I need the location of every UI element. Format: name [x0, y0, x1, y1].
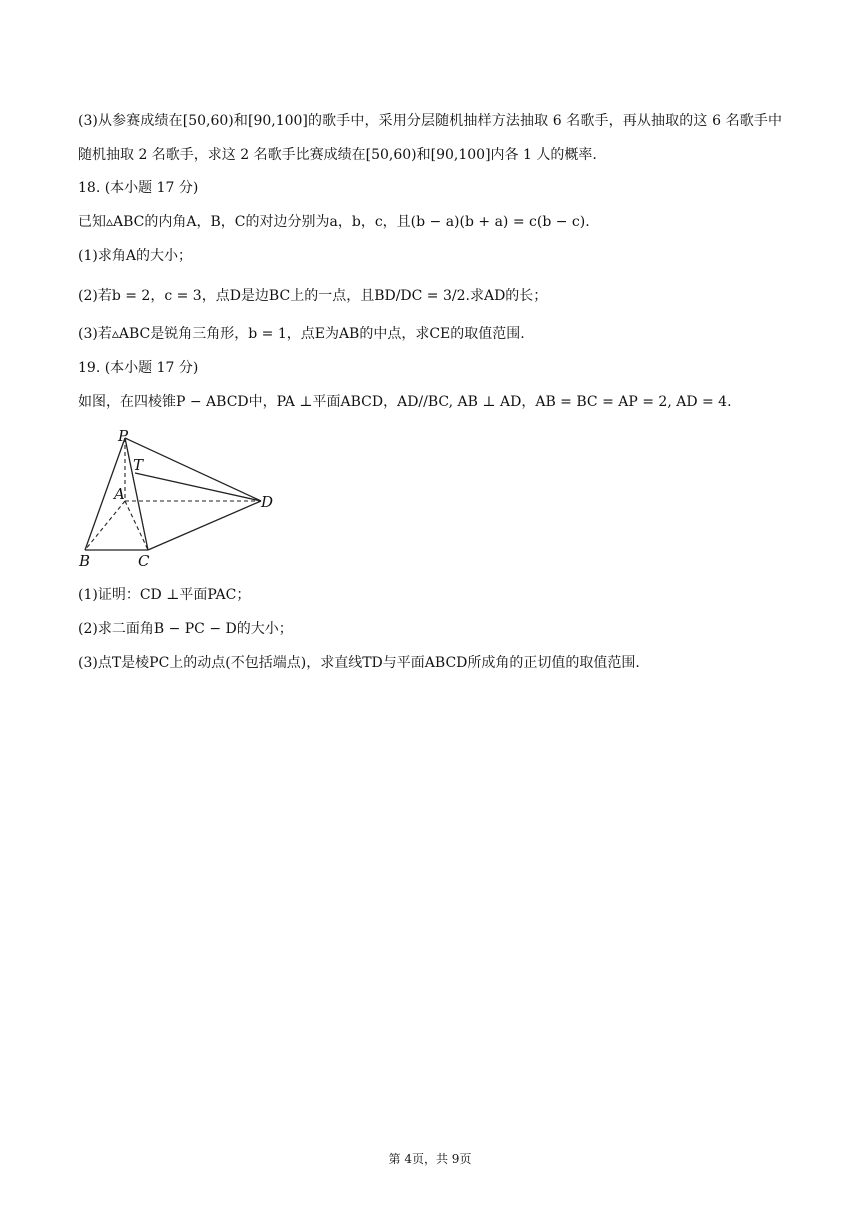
label-A: A: [114, 485, 125, 503]
label-D: D: [261, 493, 274, 511]
q18-part1: (1)求角A的大小；: [78, 248, 192, 264]
pyramid-figure: [76, 424, 286, 574]
q19-heading: 19. (本小题 17 分): [78, 360, 199, 376]
label-P: P: [118, 427, 129, 445]
label-T: T: [133, 456, 144, 474]
q19-part1: (1)证明：CD ⊥平面PAC；: [78, 587, 251, 603]
page-footer: 第 4页，共 9页: [388, 1152, 472, 1166]
label-B: B: [79, 552, 91, 570]
q19-part3: (3)点T是棱PC上的动点(不包括端点)，求直线TD与平面ABCD所成角的正切值的取值范围.: [78, 655, 640, 671]
label-C: C: [138, 552, 150, 570]
q17-part3: (3)从参赛成绩在[50,60)和[90,100]的歌手中，采用分层随机抽样方法抽取 6 名歌手，再从抽取的这 6 名歌手中随机抽取 2 名歌手，求这 2 名歌手比赛成绩在[50,60)和[90,100]内各 1 人的概率.: [78, 113, 782, 163]
q18-part3: (3)若▵ABC是锐角三角形，b = 1，点E为AB的中点，求CE的取值范围.: [78, 326, 525, 342]
q19-part2: (2)求二面角B − PC − D的大小；: [78, 621, 293, 637]
q18-stem: 已知▵ABC的内角A，B，C的对边分别为a，b，c，且(b − a)(b + a) = c(b − c).: [78, 214, 590, 230]
q18-heading: 18. (本小题 17 分): [78, 180, 199, 196]
q19-stem: 如图，在四棱锥P − ABCD中，PA ⊥平面ABCD，AD//BC, AB ⊥ AD，AB = BC = AP = 2, AD = 4.: [78, 394, 732, 410]
q18-part2: (2)若b = 2，c = 3，点D是边BC上的一点，且BD/DC = 3/2.求AD的长；: [78, 288, 548, 304]
